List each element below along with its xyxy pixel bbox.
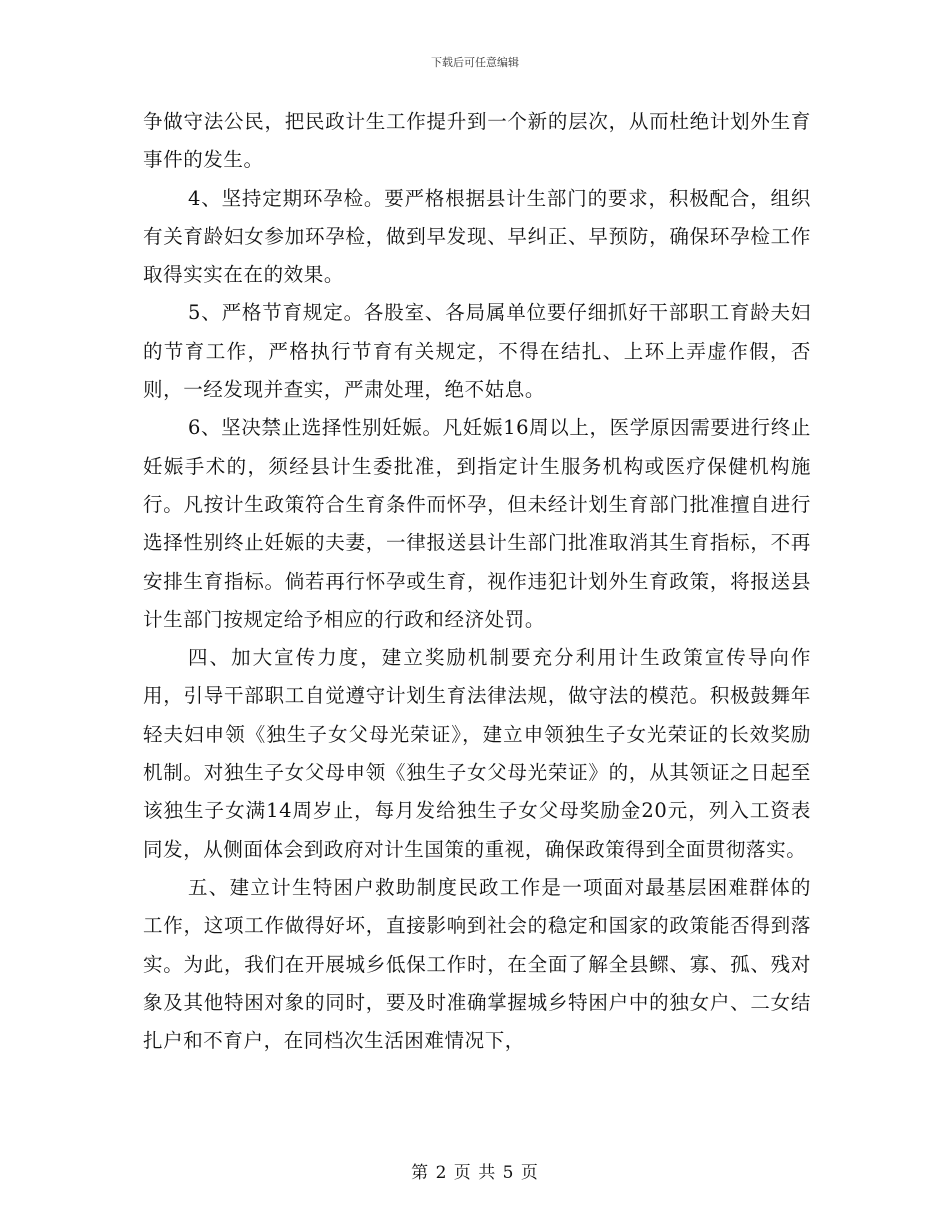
paragraph-item-5: 5、严格节育规定。各股室、各局属单位要仔细抓好干部职工育龄夫妇的节育工作，严格执行节育有关规定，不得在结扎、上环上弄虚作假，否则，一经发现并查实，严肃处理，绝不姑息。 — [143, 301, 811, 402]
page-number: 第 2 页 共 5 页 — [411, 1163, 539, 1183]
page-header: 下载后可任意编辑 — [431, 56, 519, 69]
paragraph-section-5: 五、建立计生特困户救助制度民政工作是一项面对最基层困难群体的工作，这项工作做得好坏，直接影响到社会的稳定和国家的政策能否得到落实。为此，我们在开展城乡低保工作时，在全面了解全县鳏、寡、孤、残对象及其他特困对象的同时，要及时准确掌握城乡特困户中的独女户、二女结扎户和不育户，在同档次生活困难情况下， — [143, 875, 811, 1053]
paragraph-item-4: 4、坚持定期环孕检。要严格根据县计生部门的要求，积极配合，组织有关育龄妇女参加环孕检，做到早发现、早纠正、早预防，确保环孕检工作取得实实在在的效果。 — [143, 186, 811, 287]
paragraph-item-6: 6、坚决禁止选择性别妊娠。凡妊娠16周以上，医学原因需要进行终止妊娠手术的，须经县计生委批准，到指定计生服务机构或医疗保健机构施行。凡按计生政策符合生育条件而怀孕，但未经计划生育部门批准擅自进行选择性别终止妊娠的夫妻，一律报送县计生部门批准取消其生育指标，不再安排生育指标。倘若再行怀孕或生育，视作违犯计划外生育政策，将报送县计生部门按规定给予相应的行政和经济处罚。 — [143, 416, 811, 631]
paragraph-continuation: 争做守法公民，把民政计生工作提升到一个新的层次，从而杜绝计划外生育事件的发生。 — [143, 110, 811, 172]
page-footer — [0, 1158, 950, 1183]
paragraph-section-4: 四、加大宣传力度，建立奖励机制要充分利用计生政策宣传导向作用，引导干部职工自觉遵守计划生育法律法规，做守法的模范。积极鼓舞年轻夫妇申领《独生子女父母光荣证》，建立申领独生子女光荣证的长效奖励机制。对独生子女父母申领《独生子女父母光荣证》的，从其领证之日起至该独生子女满14周岁止，每月发给独生子女父母奖励金20元，列入工资表同发，从侧面体会到政府对计生国策的重视，确保政策得到全面贯彻落实。 — [143, 646, 811, 861]
document-body — [143, 103, 811, 1060]
